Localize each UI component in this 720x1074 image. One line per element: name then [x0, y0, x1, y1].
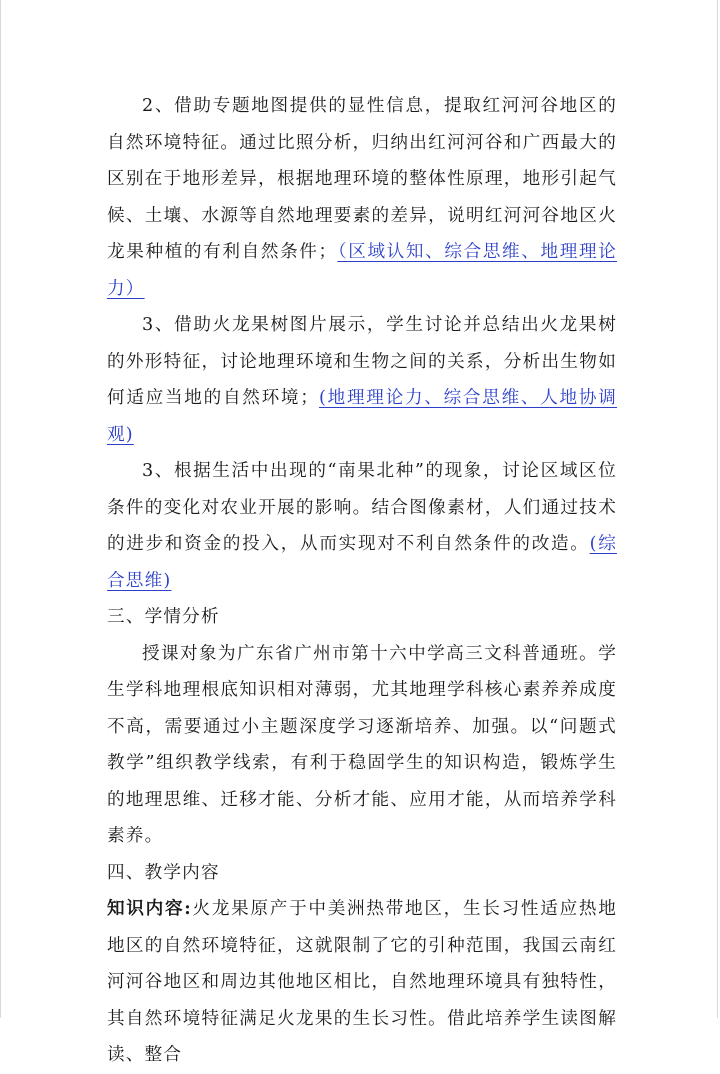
knowledge-content-text: 火龙果原产于中美洲热带地区，生长习性适应热地地区的自然环境特征，这就限制了它的引种范围，我国云南红河河谷地区和周边其他地区相比，自然地理环境具有独特性，其自然环境特征满足火龙果的生长习性。借此培养学生读图解读、整合 [107, 899, 618, 1065]
knowledge-content-paragraph [107, 891, 617, 1074]
objective-paragraph-2 [107, 88, 617, 307]
section-heading-learner-analysis: 三、学情分析 [107, 607, 220, 627]
objective-text: 3、借助火龙果树图片展示，学生讨论并总结出火龙果树的外形特征，讨论地理环境和生物之间的关系，分析出生物如何适应当地的自然环境； [107, 315, 617, 408]
literacy-tag: (综合思维) [107, 534, 617, 591]
knowledge-content-label: 知识内容: [107, 898, 192, 919]
literacy-tag: （区域认知、综合思维、地理理论力） [107, 242, 618, 299]
objective-text: 3、根据生活中出现的“南果北种”的现象，讨论区域区位条件的变化对农业开展的影响。结合图像素材，人们通过技术的进步和资金的投入，从而实现对不利自然条件的改造。 [107, 461, 617, 554]
objective-paragraph-3b [107, 453, 617, 599]
section-heading-teaching-content: 四、教学内容 [107, 862, 220, 883]
learner-analysis-paragraph: 授课对象为广东省广州市第十六中学高三文科普通班。学生学科地理根底知识相对薄弱，尤其地理学科核心素养养成度不高，需要通过小主题深度学习逐渐培养、加强。以“问题式教学”组织教学线索，有利于稳固学生的知识构造，锻炼学生的地理思维、迁移才能、分析才能、应用才能，从而培养学科素养。 [107, 643, 617, 846]
literacy-tag: (地理理论力、综合思维、人地协调观) [107, 388, 617, 445]
objective-text: 2、借助专题地图提供的显性信息，提取红河河谷地区的自然环境特征。通过比照分析，归纳出红河河谷和广西最大的区别在于地形差异，根据地理环境的整体性原理，地形引起气候、土壤、水源等自然地理要素的差异，说明红河河谷地区火龙果种植的有利自然条件； [107, 96, 617, 262]
objective-paragraph-3a [107, 307, 617, 453]
document-body [107, 88, 617, 1074]
